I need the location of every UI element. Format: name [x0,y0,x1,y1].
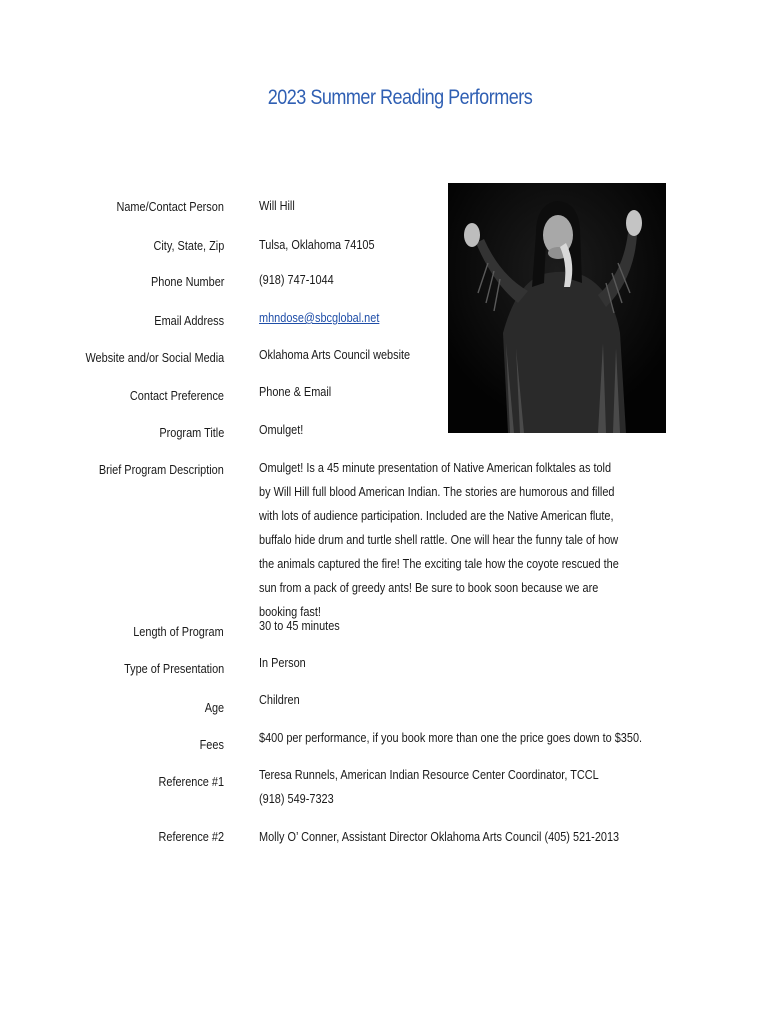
phone-value: (918) 747-1044 [259,272,334,287]
age-value: Children [259,692,300,707]
city-value: Tulsa, Oklahoma 74105 [259,237,375,252]
description-value: Omulget! Is a 45 minute presentation of Native American folktales as told by Will Hill full blood American Indian. The stories are humorous and filled with lots of audience participation. Included are the Native American flute, buffalo hide drum and turtle shell rattle. One will hear the funny tale of how the animals captured the fire! The exciting tale how the coyote rescued the sun from a pack of greedy ants! Be sure to book soon because we are booking fast! [259,460,619,619]
fees-value: $400 per performance, if you book more than one the price goes down to $350. [259,730,643,745]
length-value: 30 to 45 minutes [259,618,340,633]
page-title: 2023 Summer Reading Performers [267,86,533,109]
reference-2-value: Molly O’ Conner, Assistant Director Oklahoma Arts Council (405) 521-2013 [259,829,620,844]
program-title-label: Program Title [159,425,224,440]
contact-preference-value: Phone & Email [259,384,332,399]
name-label: Name/Contact Person [116,199,224,214]
reference-1-value: Teresa Runnels, American Indian Resource Center Coordinator, TCCL (918) 549-7323 [259,767,599,806]
city-label: City, State, Zip [153,238,224,253]
reference-1-label: Reference #1 [158,774,224,789]
email-value [259,306,379,330]
phone-label: Phone Number [150,274,224,289]
type-value: In Person [259,655,306,670]
type-label: Type of Presentation [123,661,224,676]
email-label: Email Address [154,313,224,328]
contact-preference-label: Contact Preference [129,388,224,403]
performer-photo [448,183,666,433]
length-label: Length of Program [133,624,224,639]
program-title-value: Omulget! [259,422,304,437]
email-link[interactable]: mhndose@sbcglobal.net [259,310,380,325]
performer-photo-graphic [448,183,666,433]
description-label: Brief Program Description [98,462,224,477]
website-label: Website and/or Social Media [85,350,224,365]
name-value: Will Hill [259,198,295,213]
reference-2-label: Reference #2 [158,829,224,844]
age-label: Age [204,700,224,715]
fees-label: Fees [199,737,224,752]
website-value: Oklahoma Arts Council website [259,347,411,362]
